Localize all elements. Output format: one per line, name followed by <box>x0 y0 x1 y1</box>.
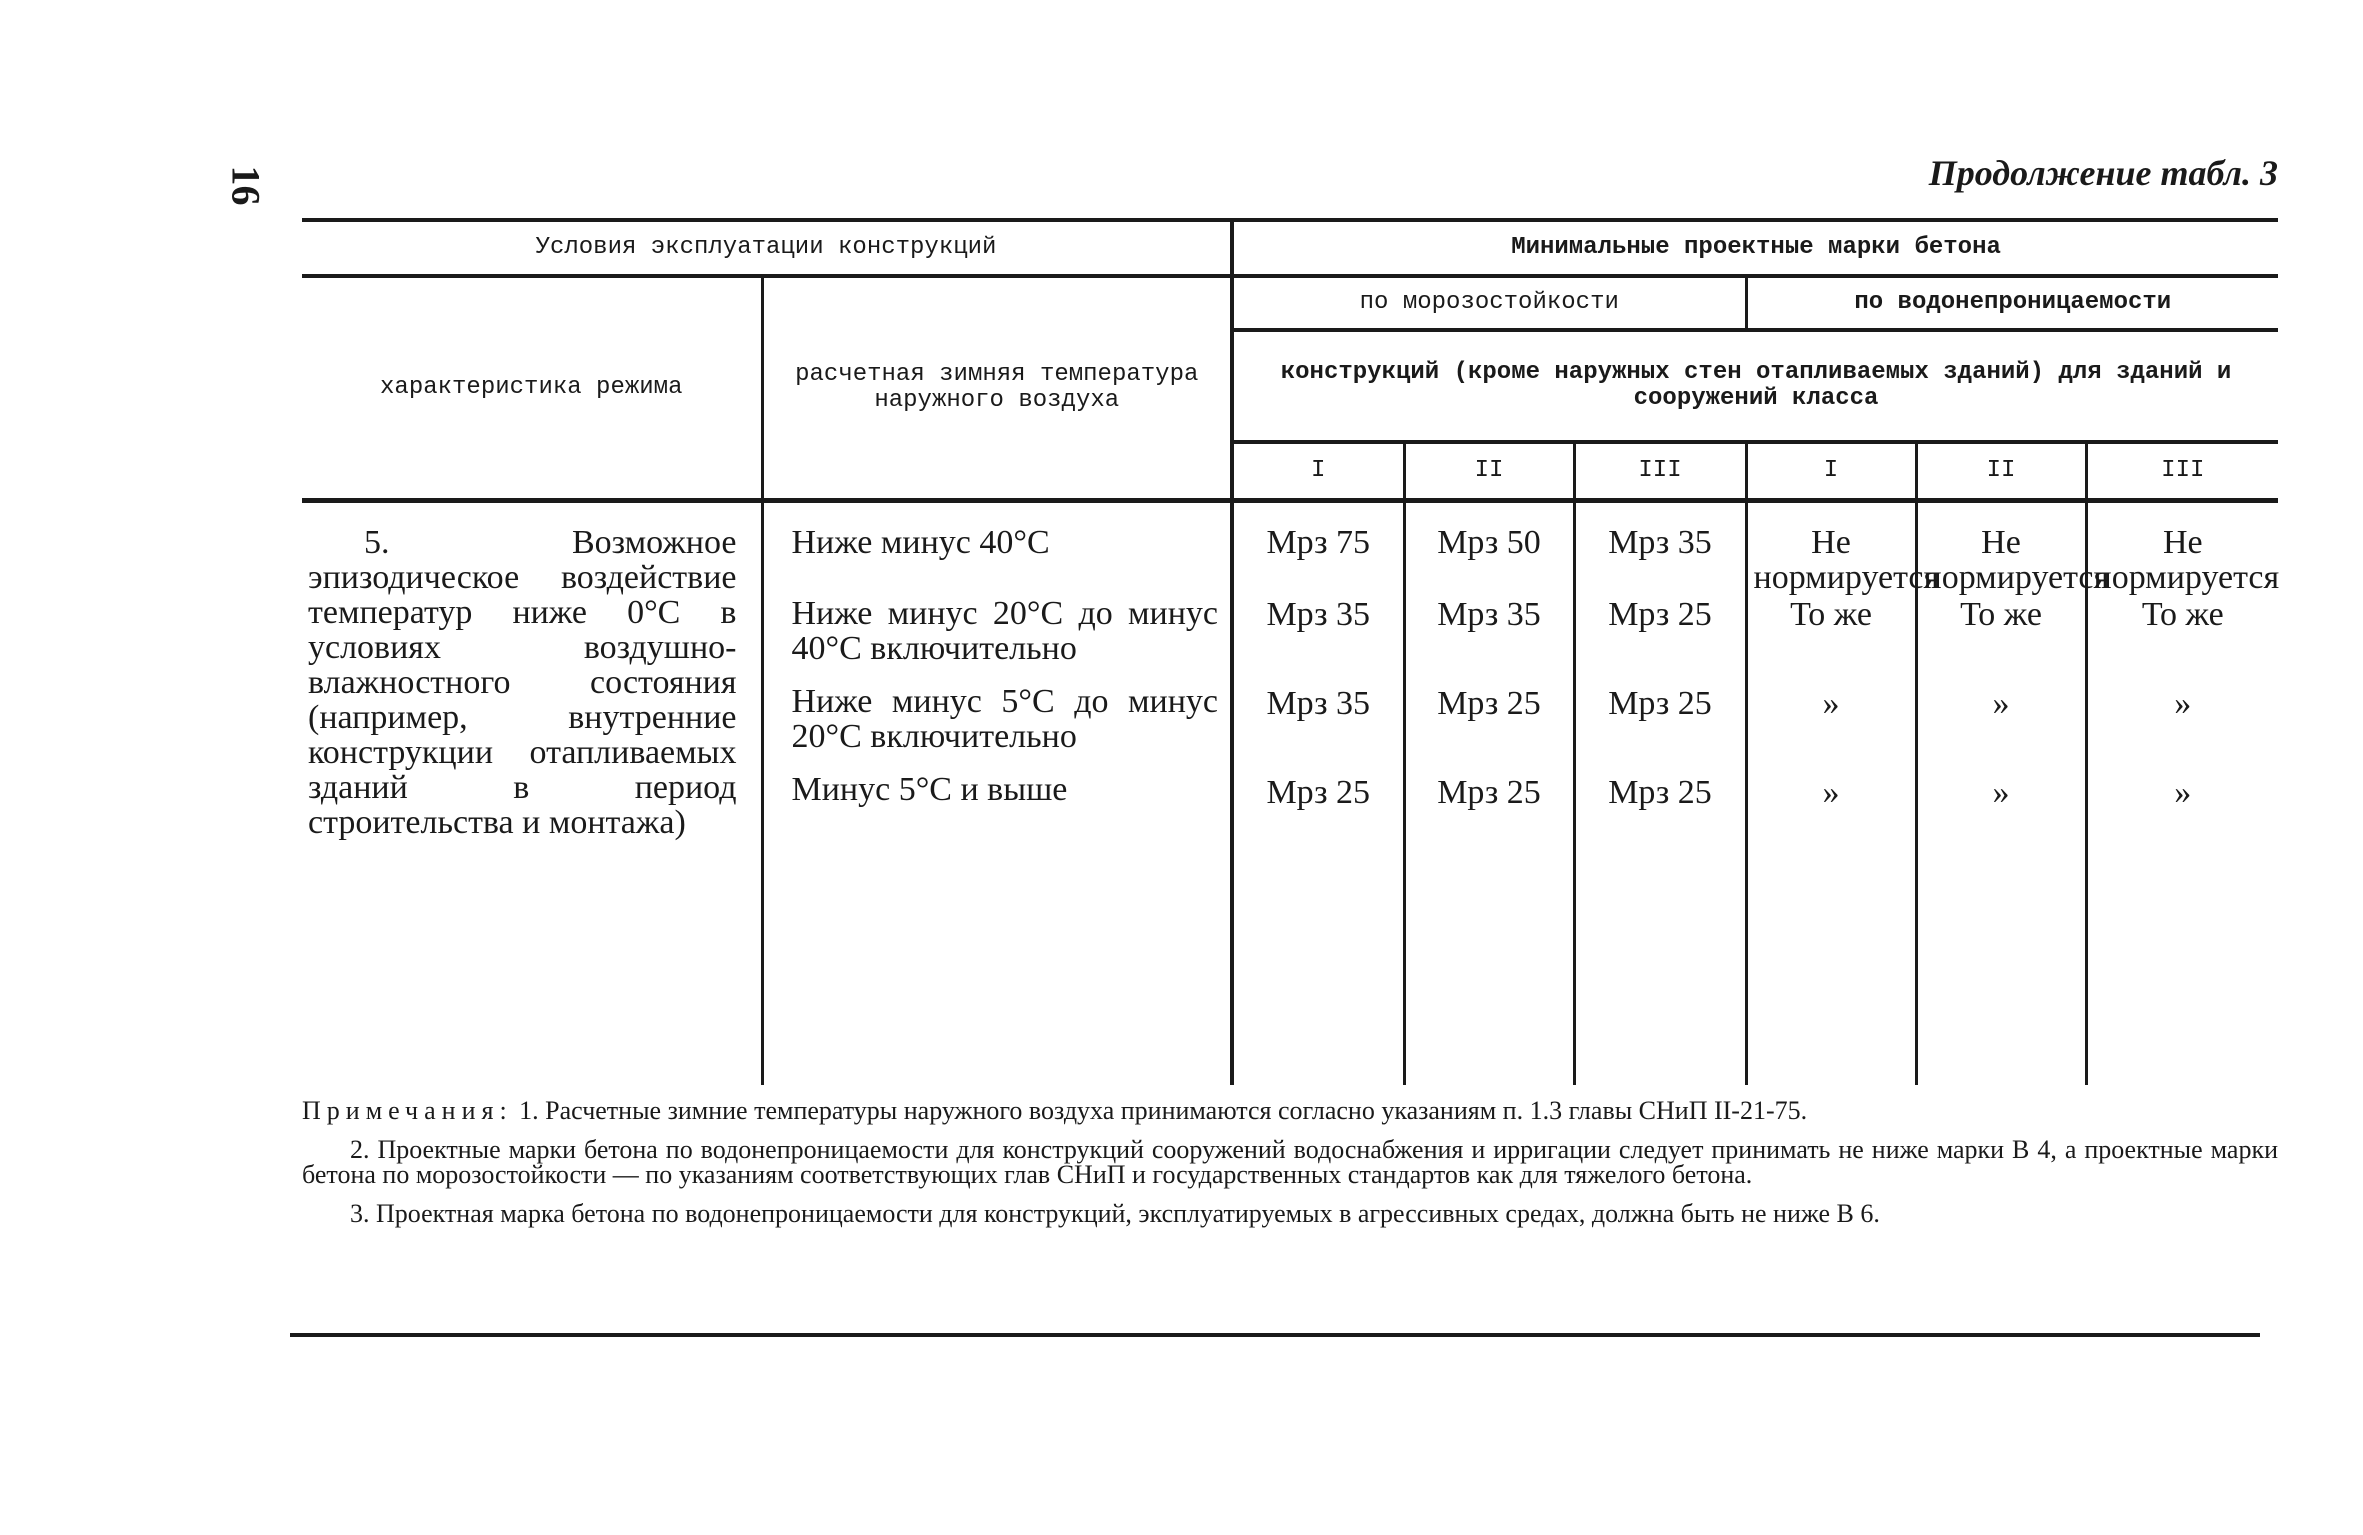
header-class-water-i: I <box>1746 442 1916 501</box>
grade-value: Мрз 25 <box>1608 596 1712 633</box>
cell-water-i <box>1746 501 1940 1086</box>
grade-value: Мрз 35 <box>1437 596 1541 633</box>
header-class-water-iii: III <box>2086 442 2278 501</box>
grade-value: Не нормируется <box>1753 524 1940 596</box>
header-class-frost-iii: III <box>1574 442 1746 501</box>
cell-frost-iii <box>1574 501 1746 1086</box>
grade-value: Мрз 25 <box>1608 774 1712 811</box>
grade-value: » <box>2174 685 2192 722</box>
table-continuation-caption: Продолжение табл. 3 <box>1928 153 2278 193</box>
cell-temperatures <box>762 501 1232 1086</box>
grade-value: » <box>2174 774 2192 811</box>
cell-frost-ii <box>1404 501 1574 1086</box>
notes-label: Примечания: <box>302 1096 513 1125</box>
cell-condition: 5. Возможное эпизодическое воздействие температур ниже 0°С в условиях воздушно-влажностного состояния (например, внутренние конструкции отапливаемых зданий в период строительства и монтажа) <box>308 524 737 841</box>
grade-value: То же <box>1960 596 2042 633</box>
grade-value: Мрз 35 <box>1608 524 1712 561</box>
header-frost: по морозостойкости <box>1232 276 1746 330</box>
grade-value: » <box>1822 685 1840 722</box>
grade-value: » <box>1992 774 2010 811</box>
cell-frost-i <box>1232 501 1404 1086</box>
grade-value: Мрз 50 <box>1437 524 1541 561</box>
header-water: по водонепроницаемости <box>1746 276 2278 330</box>
note-1-text: 1. Расчетные зимние температуры наружного воздуха принимаются согласно указаниям п. 1.3 главы СНиП II-21-75. <box>519 1096 1808 1125</box>
grade-value: Мрз 35 <box>1266 596 1371 633</box>
note-1 <box>302 1098 2278 1123</box>
header-regime: характеристика режима <box>302 276 762 501</box>
grade-value: Мрз 25 <box>1608 685 1712 722</box>
note-3: 3. Проектная марка бетона по водонепроницаемости для конструкций, эксплуатируемых в агрессивных средах, должна быть не ниже В 6. <box>350 1199 1880 1228</box>
header-min-grades: Минимальные проектные марки бетона <box>1232 220 2278 276</box>
grade-value: » <box>1822 774 1840 811</box>
header-class-frost-ii: II <box>1404 442 1574 501</box>
temperature-item: Ниже минус 20°С до минус 40°С включительно <box>791 595 1218 667</box>
grade-value: Мрз 25 <box>1437 774 1541 811</box>
grade-value: Не нормируется <box>2093 524 2280 596</box>
note-2: 2. Проектные марки бетона по водонепроницаемости для конструкций сооружений водоснабжения и ирригации следует принимать не ниже марки В 4, а проектные марки бетона по морозостойкости — по указаниям соответствующих глав СНиП и государственных стандартов как для тяжелого бетона. <box>302 1135 2278 1189</box>
grade-value: Мрз 35 <box>1266 685 1371 722</box>
temperature-item: Ниже минус 5°С до минус 20°С включительно <box>791 683 1218 755</box>
header-conditions-group: Условия эксплуатации конструкций <box>302 220 1232 276</box>
cell-water-ii <box>1916 501 2110 1086</box>
temperature-item: Минус 5°С и выше <box>791 771 1068 808</box>
page-number: 16 <box>223 165 269 206</box>
header-constructions: конструкций (кроме наружных стен отапливаемых зданий) для зданий и сооружений класса <box>1232 330 2278 442</box>
grade-value: Мрз 25 <box>1437 685 1541 722</box>
header-class-frost-i: I <box>1232 442 1404 501</box>
grade-value: То же <box>1790 596 1872 633</box>
header-temperature: расчетная зимняя температура наружного воздуха <box>762 276 1232 501</box>
concrete-grades-table <box>302 218 2278 1085</box>
header-class-water-ii: II <box>1916 442 2086 501</box>
temperature-item: Ниже минус 40°С <box>791 524 1050 561</box>
bottom-rule <box>290 1333 2260 1337</box>
grade-value: Не нормируется <box>1923 524 2110 596</box>
grade-value: » <box>1992 685 2010 722</box>
cell-water-iii <box>2086 501 2278 1086</box>
table-notes <box>302 1098 2278 1240</box>
grade-value: Мрз 25 <box>1266 774 1371 811</box>
grade-value: Мрз 75 <box>1266 524 1371 561</box>
grade-value: То же <box>2141 596 2224 633</box>
